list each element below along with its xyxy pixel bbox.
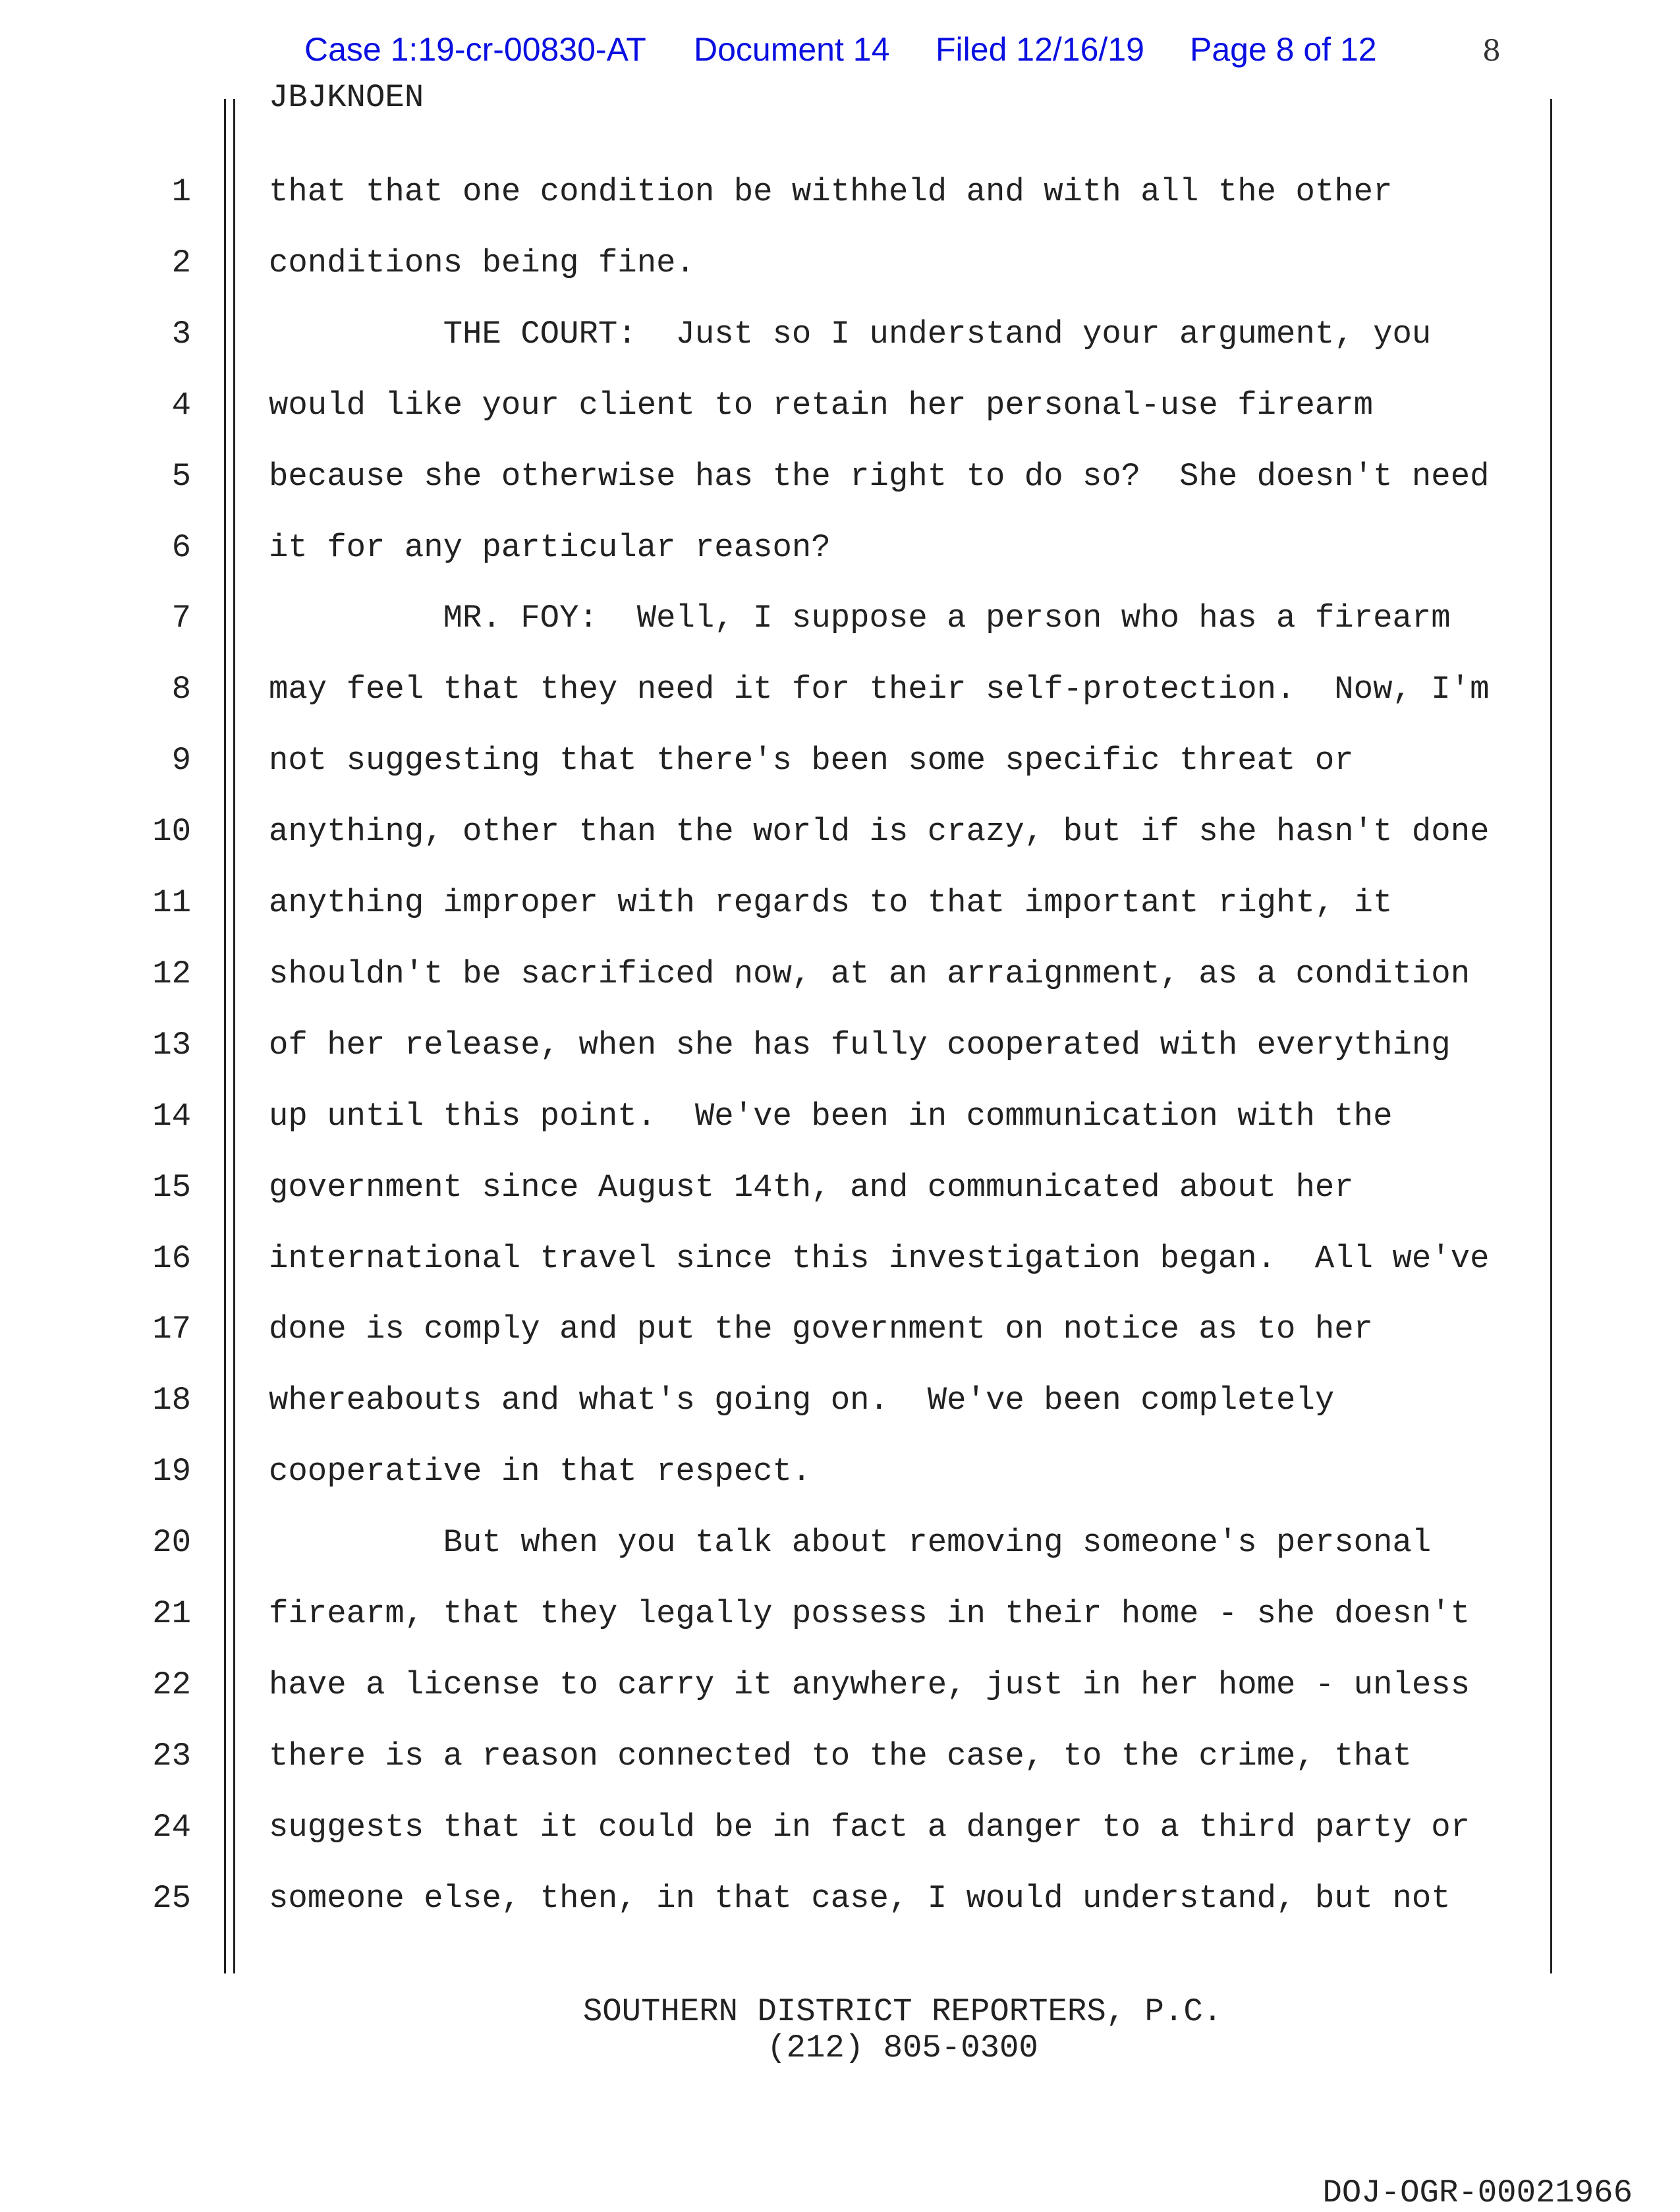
transcript-line: done is comply and put the government on notice as to her (269, 1311, 1374, 1348)
transcript-line: firearm, that they legally possess in their home - she doesn't (269, 1595, 1470, 1632)
transcript-line: But when you talk about removing someone's personal (269, 1524, 1432, 1562)
filed-date: Filed 12/16/19 (936, 31, 1144, 68)
left-border-outer (224, 99, 226, 1973)
line-number: 1 (171, 173, 191, 210)
line-number: 9 (171, 742, 191, 780)
line-number: 5 (171, 457, 191, 495)
line-number: 24 (152, 1808, 191, 1846)
transcript-line: anything, other than the world is crazy, but if she hasn't done (269, 813, 1490, 851)
line-number: 16 (152, 1239, 191, 1277)
line-number: 10 (152, 813, 191, 851)
transcript-line: MR. FOY: Well, I suppose a person who has a firearm (269, 600, 1451, 637)
line-number: 21 (152, 1595, 191, 1632)
right-border (1550, 99, 1552, 1973)
line-number: 2 (171, 244, 191, 281)
transcript-line: cooperative in that respect. (269, 1453, 812, 1490)
transcript-line: conditions being fine. (269, 244, 695, 281)
line-number: 11 (152, 884, 191, 921)
line-number: 4 (171, 386, 191, 424)
transcript-line: it for any particular reason? (269, 528, 831, 566)
transcript-line: THE COURT: Just so I understand your argument, you (269, 315, 1432, 353)
line-number: 25 (152, 1879, 191, 1917)
footer-reporter: SOUTHERN DISTRICT REPORTERS, P.C. (582, 1993, 1223, 2030)
line-number: 8 (171, 671, 191, 708)
transcript-line: may feel that they need it for their self-protection. Now, I'm (269, 671, 1490, 708)
line-number: 15 (152, 1168, 191, 1206)
line-number: 18 (152, 1382, 191, 1419)
transcript-line: would like your client to retain her personal-use firearm (269, 386, 1374, 424)
page-of: Page 8 of 12 (1190, 31, 1377, 68)
line-number: 23 (152, 1737, 191, 1774)
line-number: 17 (152, 1311, 191, 1348)
transcript-line: have a license to carry it anywhere, just in her home - unless (269, 1666, 1470, 1703)
transcript-line: whereabouts and what's going on. We've been completely (269, 1382, 1335, 1419)
transcript-line: there is a reason connected to the case, to the crime, that (269, 1737, 1412, 1774)
transcript-line: of her release, when she has fully cooperated with everything (269, 1026, 1451, 1063)
transcript-line: someone else, then, in that case, I would understand, but not (269, 1879, 1451, 1917)
running-head: JBJKNOEN (269, 79, 424, 116)
line-number: 3 (171, 315, 191, 353)
transcript-line: up until this point. We've been in communication with the (269, 1097, 1393, 1135)
transcript-page-number: 8 (1482, 34, 1501, 68)
line-number: 7 (171, 600, 191, 637)
line-number: 12 (152, 955, 191, 992)
line-number: 13 (152, 1026, 191, 1063)
transcript-line: that that one condition be withheld and with all the other (269, 173, 1393, 210)
transcript-line: because she otherwise has the right to do so? She doesn't need (269, 457, 1490, 495)
line-number: 6 (171, 528, 191, 566)
line-number: 14 (152, 1097, 191, 1135)
transcript-line: suggests that it could be in fact a danger to a third party or (269, 1808, 1470, 1846)
line-number: 22 (152, 1666, 191, 1703)
footer-phone: (212) 805-0300 (767, 2029, 1038, 2066)
transcript-line: shouldn't be sacrificed now, at an arraignment, as a condition (269, 955, 1470, 992)
transcript-line: anything improper with regards to that important right, it (269, 884, 1393, 921)
case-number: Case 1:19-cr-00830-AT (304, 31, 646, 68)
document-number: Document 14 (694, 31, 890, 68)
line-number: 20 (152, 1524, 191, 1562)
left-border-inner (233, 99, 235, 1973)
transcript-line: international travel since this investigation began. All we've (269, 1239, 1490, 1277)
bates-number: DOJ-OGR-00021966 (1322, 2174, 1633, 2211)
transcript-line: government since August 14th, and communicated about her (269, 1168, 1354, 1206)
line-number: 19 (152, 1453, 191, 1490)
transcript-line: not suggesting that there's been some specific threat or (269, 742, 1354, 780)
